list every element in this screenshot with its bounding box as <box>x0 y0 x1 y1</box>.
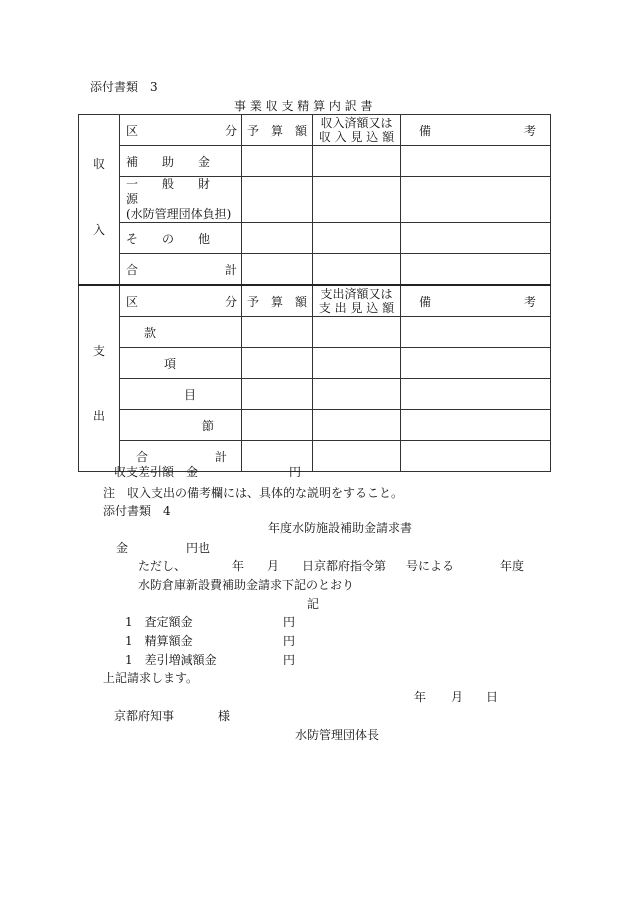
request-text: 上記請求します。 <box>103 671 199 685</box>
income-row-other <box>79 223 551 254</box>
form4-title: 年度水防施設補助金請求書 <box>268 521 413 535</box>
proviso-part-6: 年度 <box>500 559 525 573</box>
income-row-subsidy <box>79 146 551 177</box>
addressee: 京都府知事 <box>114 709 175 723</box>
income-expense-table <box>78 114 551 472</box>
income-row-total <box>79 254 551 286</box>
amount-unit: 円也 <box>186 541 211 555</box>
income-side-bottom: 入 <box>92 223 105 237</box>
balance-unit: 円 <box>289 465 302 479</box>
spent-header-line1: 支出済額又は <box>320 287 393 301</box>
proviso-part-4: 日京都府指令第 <box>302 559 387 573</box>
item-unit-2: 円 <box>283 634 296 648</box>
proviso-line2: 水防倉庫新設費補助金請求下記のとおり <box>138 578 355 592</box>
budget-header: 予 算 額 <box>242 115 313 146</box>
moku-label: 目 <box>120 379 242 410</box>
kan-label: 款 <box>120 317 242 348</box>
expense-budget-header: 予 算 額 <box>242 285 313 317</box>
subsidy-label: 補 助 金 <box>120 146 242 177</box>
received-header-line2: 収 入 見 込 額 <box>318 130 395 144</box>
proviso-part-2: 年 <box>232 559 245 573</box>
remarks-right: 考 <box>523 123 536 138</box>
expense-kubun-right: 分 <box>224 294 237 309</box>
income-side-top: 収 <box>92 157 105 171</box>
date-day: 日 <box>486 690 499 704</box>
expense-total-right: 計 <box>214 449 227 464</box>
expense-side-cell <box>79 285 120 472</box>
expense-kubun-left: 区 <box>126 294 139 309</box>
proviso-part-3: 月 <box>267 559 280 573</box>
form3-title: 事 業 収 支 精 算 内 訳 書 <box>234 99 373 113</box>
general-label-line2: (水防管理団体負担) <box>126 207 232 221</box>
addressee-sama: 様 <box>218 709 231 723</box>
kou-label: 項 <box>120 348 242 379</box>
income-total-right: 計 <box>224 262 237 277</box>
form3-note: 注 収入支出の備考欄には、具体的な説明をすること。 <box>103 486 404 500</box>
proviso-part-5: 号による <box>406 559 455 573</box>
expense-row-moku <box>79 379 551 410</box>
item-label-1: 1 査定額金 <box>125 615 193 629</box>
setsu-label: 節 <box>120 410 242 441</box>
item-label-2: 1 精算額金 <box>125 634 193 648</box>
kubun-left: 区 <box>126 123 139 138</box>
date-year: 年 <box>414 690 427 704</box>
spent-header-line2: 支 出 見 込 額 <box>318 301 395 315</box>
income-side-cell <box>79 115 120 286</box>
expense-header-row <box>79 285 551 317</box>
item-unit-3: 円 <box>283 653 296 667</box>
expense-remarks-left: 備 <box>419 294 432 309</box>
date-month: 月 <box>451 690 464 704</box>
other-label: そ の 他 <box>120 223 242 254</box>
income-header-row <box>79 115 551 146</box>
expense-row-kan <box>79 317 551 348</box>
balance-label: 収支差引額 金 <box>114 465 199 479</box>
income-row-general <box>79 177 551 223</box>
expense-remarks-right: 考 <box>523 294 536 309</box>
remarks-left: 備 <box>419 123 432 138</box>
item-unit-1: 円 <box>283 615 296 629</box>
expense-side-top: 支 <box>92 344 105 358</box>
attachment-label-4: 添付書類 4 <box>103 504 171 518</box>
kubun-right: 分 <box>224 123 237 138</box>
ki-label: 記 <box>307 597 320 611</box>
proviso-part-1: ただし、 <box>138 559 187 573</box>
expense-row-kou <box>79 348 551 379</box>
income-total-left: 合 <box>126 262 139 277</box>
applicant-label: 水防管理団体長 <box>295 728 380 742</box>
received-header-line1: 収入済額又は <box>320 116 393 130</box>
amount-label: 金 <box>116 541 129 555</box>
expense-total-left: 合 <box>136 449 149 464</box>
attachment-label-3: 添付書類 3 <box>90 80 158 94</box>
item-label-3: 1 差引増減額金 <box>125 653 217 667</box>
expense-row-setsu <box>79 410 551 441</box>
general-label-line1: 一 般 財 源 <box>126 177 235 206</box>
expense-side-bottom: 出 <box>92 409 105 423</box>
